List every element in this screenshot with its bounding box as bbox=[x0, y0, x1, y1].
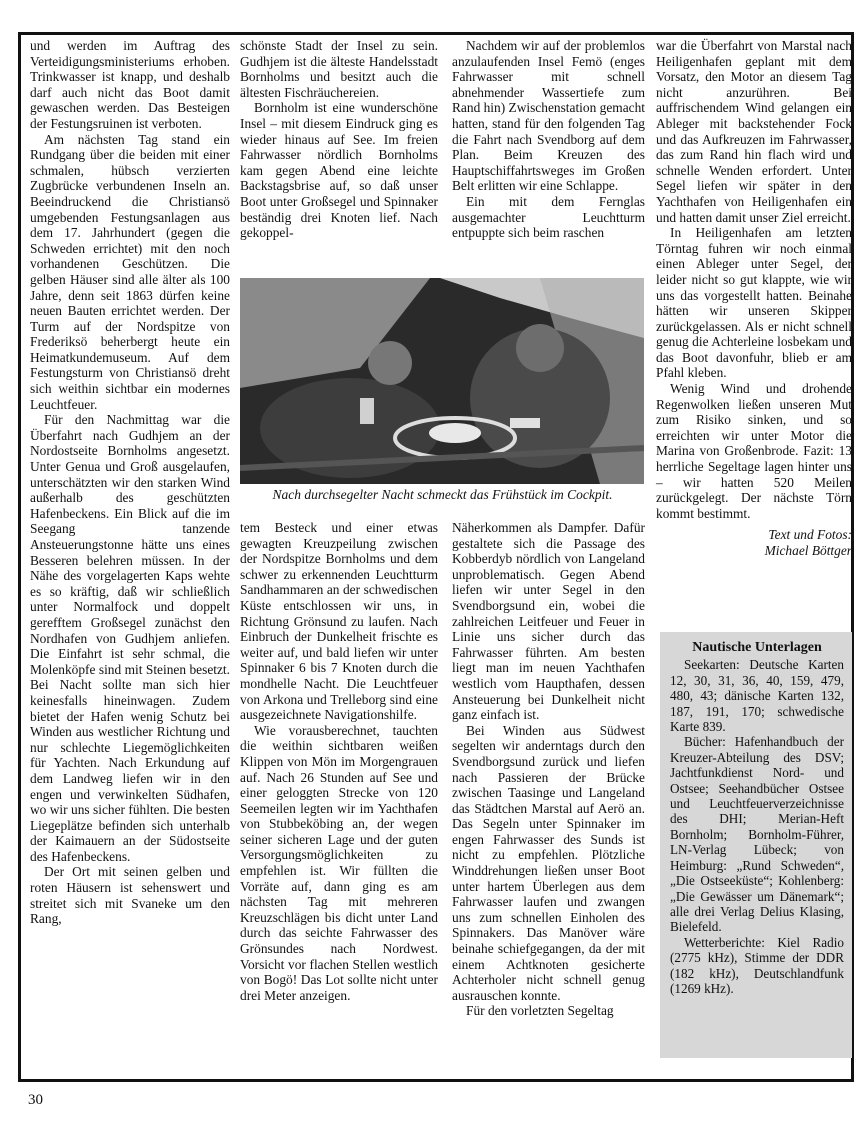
paragraph: In Heiligenhafen am letzten Törntag fuhren wir noch einmal einen Ableger unter Segel, der leider nicht so gut klappte, wie wir uns das vorgestellt hatten. Beinahe hätten wir unseren Skipper zurückgelassen. Als er nicht schnell genug die Achterleine losbekam und das Boot davonfuhr, blieb er am Pfahl kleben. bbox=[656, 225, 852, 381]
text-column-3-top bbox=[452, 38, 645, 241]
text-column-2-bottom bbox=[240, 520, 438, 1078]
text-column-2-top bbox=[240, 38, 438, 241]
infobox-weather: Wetterberichte: Kiel Radio (2775 kHz), Stimme der DDR (182 kHz), Deutschlandfunk (1269 kHz). bbox=[670, 934, 844, 996]
cockpit-breakfast-photo bbox=[240, 278, 644, 484]
paragraph: Ein mit dem Fernglas ausgemachter Leuchtturm entpuppte sich beim raschen bbox=[452, 193, 645, 241]
infobox-charts: Seekarten: Deutsche Karten 12, 30, 31, 36, 40, 159, 479, 480, 43; dänische Karten 132, 187, 191, 170; schwedische Karte 839. bbox=[670, 657, 844, 735]
byline-label: Text und Fotos: bbox=[768, 527, 852, 543]
infobox-title: Nautische Unterlagen bbox=[692, 640, 822, 655]
paragraph: Für den vorletzten Segeltag bbox=[466, 1003, 614, 1019]
paragraph: tem Besteck und einer etwas gewagten Kreuzpeilung zwischen der Nordspitze Bornholms und dem schwer zu erkennenden Leuchtturm Sandhammaren an der schwedischen Küste entschlossen wir uns, in Richtung Grönsund zu laufen. Nach Einbruch der Dunkelheit frischte es weiter auf, und bald liefen wir unter Spinnaker 6 bis 7 Knoten durch die mondhelle Nacht. Die Leuchtfeuer von Arkona und Trelleborg sind eine ausgezeichnete Navigationshilfe. bbox=[240, 520, 438, 723]
text-column-3-bottom bbox=[452, 520, 645, 1078]
paragraph: schönste Stadt der Insel zu sein. Gudhjem ist die älteste Handelsstadt Bornholms und besitzt auch die ältesten Fischräuchereien. bbox=[240, 38, 438, 100]
paragraph: Näherkommen als Dampfer. Dafür gestaltete sich die Passage des Kobberdyb nördlich von Langeland unproblematisch. Gegen Abend liefen wir unter Segel in den Svendborgsund ein, wobei die zahlreichen Leitfeuer und Feuer in Linie uns sicher durch das Fahrwasser führten. Am besten liegt man im neuen Yachthafen westlich vom Haupthafen, dessen Ansteuerung bei Dunkelheit nicht ganz einfach ist. bbox=[452, 520, 645, 723]
paragraph: Am nächsten Tag stand ein Rundgang über die beiden mit einer schmalen, hübsch verzierten Zugbrücke verbundenen Inseln an. Beeindruckend die Christiansö umgebenden Festungsanlagen aus dem 17. Jahrhundert (gegen die Schweden errichtet) mit den noch vorhandenen Geschützen. Die gelben Häuser sind alle älter als 100 Jahre, denn seit 1863 dürfen keine neuen Bauten errichtet werden. Der Turm auf der Nordspitze von Frederiksö beherbergt heute ein Heimatkundemuseum. Auf dem Festungsturm von Christiansö dreht sich weithin sichtbar ein modernes Leuchtfeuer. bbox=[30, 131, 230, 412]
paragraph: Bornholm ist eine wunderschöne Insel – mit diesem Eindruck ging es wieder hinaus auf See. Im freien Fahrwasser nördlich Bornholms kam gegen Abend eine leichte Backstagsbrise auf, so daß unser Boot unter Großsegel und Spinnaker beständig drei Knoten lief. Nach gekoppel- bbox=[240, 100, 438, 241]
photo-caption: Nach durchsegelter Nacht schmeckt das Frühstück im Cockpit. bbox=[272, 487, 613, 502]
text-column-4 bbox=[656, 38, 852, 559]
paragraph: Wenig Wind und drohende Regenwolken ließen unseren Mut zum Risiko sinken, und so erreichten wir unter Motor die Marina von Großenbrode. Fazit: 13 herrliche Segeltage lagen hinter uns – wir hatten 520 Meilen zurückgelegt. Der nächste Törn kommt bestimmt. bbox=[656, 381, 852, 521]
nautical-info-box bbox=[660, 632, 852, 1058]
text-column-1 bbox=[30, 38, 230, 1078]
paragraph: Nachdem wir auf der problemlos anzulaufenden Insel Femö (enges Fahrwasser mit schnell abnehmender Wassertiefe zum Rand hin) Zwischenstation gemacht hatten, stand für den folgenden Tag die Fahrt nach Svendborg auf dem Plan. Beim Kreuzen des Hauptschiffahrtsweges im Großen Belt erlitten wir eine Schlappe. bbox=[452, 38, 646, 194]
paragraph: und werden im Auftrag des Verteidigungsministeriums erhoben. Trinkwasser ist knapp, und deshalb darf auch nicht das Boot damit gewaschen werden. Das Besteigen der Festungsruinen ist verboten. bbox=[30, 38, 230, 131]
infobox-books: Bücher: Hafenhandbuch der Kreuzer-Abteilung des DSV; Jachtfunkdienst Nord- und Ostsee; Seehandbücher Ostsee und Leuchtfeuerverzeichnisse des DHI; Merian-Heft Bornholm; Bornholm-Führer, LN-Verlag Lübeck; von Heimburg: „Rund Schweden“, „Die Ostseeküste“; Kohlenberg: „Die Gewässer um Dänemark“; alle drei Verlag Delius Klasing, Bielefeld. bbox=[670, 734, 844, 935]
page-number: 30 bbox=[28, 1092, 43, 1108]
paragraph: Bei Winden aus Südwest segelten wir anderntags durch den Svendborgsund zurück und liefen nach Passieren der Brücke zwischen Taasinge und Langeland das Städtchen Marstal auf Aerö an. Das Segeln unter Spinnaker im engen Fahrwasser des Sunds ist nicht zu empfehlen. Plötzliche Winddrehungen ließen unser Boot unter hartem Überlegen aus dem Fahrwasser laufen und zwangen uns zum schnellen Einholen des Spinnakers. Das Manöver wäre beinahe schiefgegangen, da der mit einem Achtknoten gesicherte Achterholer nicht schnell genug ausrauschen konnte. bbox=[452, 722, 645, 1003]
paragraph: war die Überfahrt von Marstal nach Heiligenhafen geplant mit dem Vorsatz, den Motor an diesem Tag nicht anzurühren. Bei auffrischendem Wind gelangen ein Ableger mit backstehender Fock und das Aufkreuzen im Fahrwasser, das zum Rand hin flach wird und schnelle Wenden erfordert. Unter Segel liefen wir später in den Yachthafen von Heiligenhafen ein und hatten damit unser Ziel erreicht. bbox=[656, 38, 852, 225]
paragraph: Wie vorausberechnet, tauchten die weithin sichtbaren weißen Klippen von Mön im Morgengrauen auf. Nach 26 Stunden auf See und einer geloggten Strecke von 120 Seemeilen legten wir im Yachthafen von Stubbeköbing an, der wegen seiner sicheren Lage und der guten Versorgungsmöglichkeiten zu empfehlen ist. Wir füllten die Vorräte auf, dann ging es am nächsten Tag mit mehreren Kreuzschlägen bis dicht unter Land durch das seichte Fahrwasser des Grönsundes nach Nordwest. Vorsicht vor flachen Stellen westlich von Bogö! Das Lot sollte nicht unter drei Meter anzeigen. bbox=[240, 722, 438, 1003]
paragraph: Für den Nachmittag war die Überfahrt nach Gudhjem an der Nordostseite Bornholms angesetzt. Unter Genua und Groß ausgelaufen, unterschätzten wir den starken Wind außerhalb des geschützten Hafenbeckens. Ein Blick auf die im Seegang tanzende Ansteuerungstonne hätte uns eines Besseren belehren müssen. In der Nähe des vorgelagerten Kaps wehte es so kräftig, daß wir schließlich unter Normalfock und doppelt gerefftem Großsegel zunächst den Nordhafen von Gudhjem anliefen. Die Einfahrt ist sehr schmal, die Molenköpfe sind mit Steinen besetzt. Bei Nacht sollte man sich hier keinesfalls hineinwagen. Zudem bietet der Hafen wenig Schutz bei Winden aus westlicher Richtung und nur schlechte Liegemöglichkeiten für Yachten. Nach Erkundung auf dem Landweg liefen wir in den engen und verwinkelten Südhafen, wo wir uns sicher fühlten. Die besten Liegeplätze befinden sich unterhalb der Kaimauern an der Südostseite des Hafenbeckens. bbox=[30, 412, 230, 864]
paragraph: Der Ort mit seinen gelben und roten Häusern ist sehenswert und streitet sich mit Svaneke um den Rang, bbox=[30, 864, 230, 927]
byline-author: Michael Böttger bbox=[764, 543, 852, 558]
byline bbox=[656, 527, 852, 558]
